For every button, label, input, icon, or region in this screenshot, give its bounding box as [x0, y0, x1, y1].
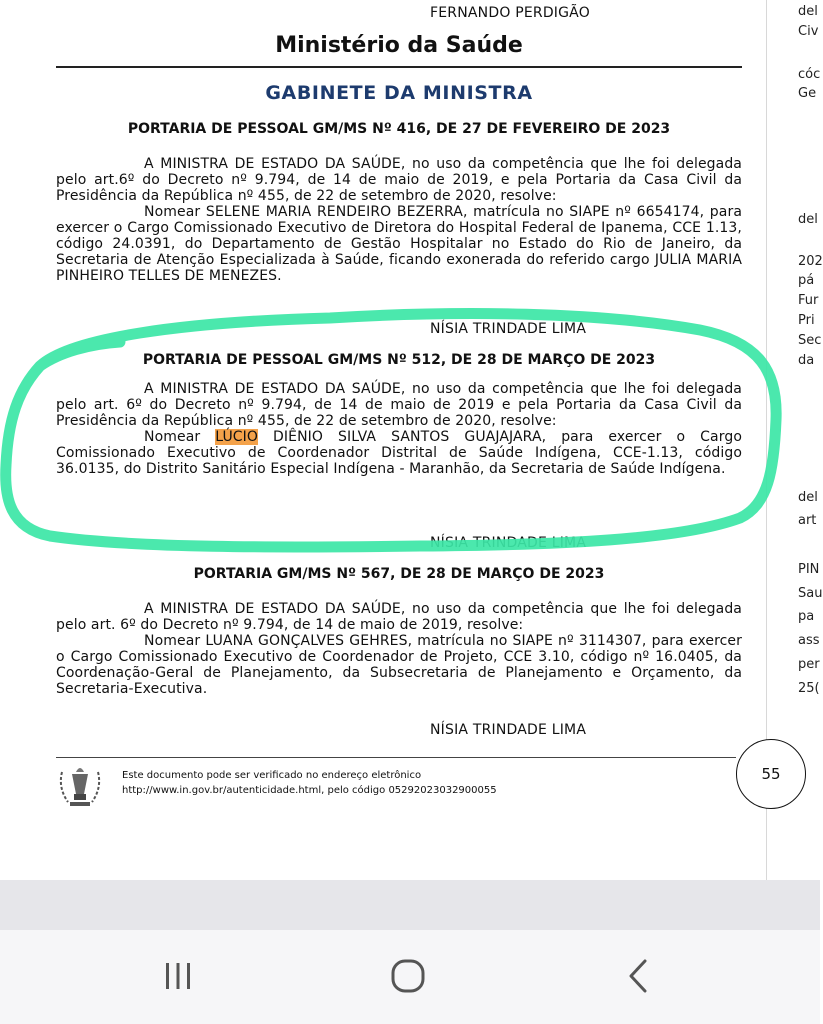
footer-verification [122, 768, 497, 798]
next-column-fragment: Fur [798, 293, 819, 308]
next-column-fragment: pa [798, 609, 815, 624]
next-column-fragment: del [798, 490, 818, 505]
home-button[interactable] [378, 948, 438, 1004]
next-column-fragment: del [798, 4, 818, 19]
next-column-fragment: da [798, 353, 815, 368]
back-icon [623, 958, 653, 994]
portaria-512-body [56, 429, 742, 477]
page-number-text: 55 [761, 765, 781, 783]
next-column-fragment: art [798, 513, 817, 528]
next-column-fragment: cóc [798, 67, 821, 82]
portaria-416-title: PORTARIA DE PESSOAL GM/MS Nº 416, DE 27 DE FEVEREIRO DE 2023 [127, 121, 671, 137]
next-column-fragment: Sec [798, 333, 822, 348]
portaria-512-text [56, 381, 742, 477]
viewer-bottom-area [0, 880, 820, 930]
portaria-512-preamble: A MINISTRA DE ESTADO DA SAÚDE, no uso da competência que lhe foi delegada pelo art. 6º do Decreto nº 9.794, de 14 de maio de 2019 e pela Portaria da Casa Civil da Presidência da República nº 455, de 22 de setembro de 2020, resolve: [56, 381, 742, 429]
portaria-416-signature: NÍSIA TRINDADE LIMA [430, 321, 587, 337]
portaria-512-title: PORTARIA DE PESSOAL GM/MS Nº 512, DE 28 DE MARÇO DE 2023 [142, 352, 656, 368]
portaria-416-preamble: A MINISTRA DE ESTADO DA SAÚDE, no uso da competência que lhe foi delegada pelo art.6º do Decreto nº 9.794, de 14 de maio de 2019, e pela Portaria da Casa Civil da Presidência da República nº 455, de 22 de setembro de 2020, resolve: [56, 156, 742, 204]
portaria-416-text [56, 156, 742, 284]
portaria-567-body: Nomear LUANA GONÇALVES GEHRES, matrícula no SIAPE nº 3114307, para exercer o Cargo Comissionado Executivo de Coordenador de Projeto, CCE 3.10, código nº 16.0405, da Coordenação-Geral de Planejamento, da Subsecretaria de Planejamento e Orçamento, da Secretaria-Executiva. [56, 633, 742, 697]
next-column-fragment: Civ [798, 24, 819, 39]
next-column-fragment: 25( [798, 681, 820, 696]
ministry-title: Ministério da Saúde [275, 33, 523, 58]
portaria-567-signature: NÍSIA TRINDADE LIMA [430, 722, 587, 738]
next-column-fragment: PIN [798, 562, 820, 577]
next-column-fragment: Pri [798, 313, 815, 328]
header-signature: FERNANDO PERDIGÃO [430, 5, 590, 21]
portaria-416-body: Nomear SELENE MARIA RENDEIRO BEZERRA, matrícula no SIAPE nº 6654174, para exercer o Cargo Comissionado Executivo de Diretora do Hospital Federal de Ipanema, CCE 1.13, código 24.0391, do Departamento de Gestão Hospitalar no Estado do Rio de Janeiro, da Secretaria de Atenção Especializada à Saúde, ficando exonerada do referido cargo JULIA MARIA PINHEIRO TELLES DE MENEZES. [56, 204, 742, 284]
body-prefix: Nomear [144, 429, 216, 445]
next-column-fragment: ass [798, 633, 820, 648]
next-column-fragment: pá [798, 273, 815, 288]
footer-url[interactable]: http://www.in.gov.br/autenticidade.html, pelo código 05292023032900055 [122, 785, 497, 796]
recent-apps-icon [161, 960, 195, 992]
next-column-fragment: Ge [798, 86, 817, 101]
recent-apps-button[interactable] [148, 948, 208, 1004]
next-column-fragment: per [798, 657, 820, 672]
body-rest: DIÊNIO SILVA SANTOS GUAJAJARA, para exercer o Cargo Comissionado Executivo de Coordenador Distrital de Saúde Indígena, CCE-1.13, código 36.0135, do Distrito Sanitário Especial Indígena - Maranhão, da Secretaria de Saúde Indígena. [56, 429, 742, 477]
back-button[interactable] [608, 948, 668, 1004]
portaria-567-title: PORTARIA GM/MS Nº 567, DE 28 DE MARÇO DE 2023 [193, 566, 605, 582]
page-number [736, 739, 806, 809]
highlighted-name: LÚCIO [215, 429, 259, 445]
portaria-567-text [56, 601, 742, 697]
portaria-567-preamble: A MINISTRA DE ESTADO DA SAÚDE, no uso da competência que lhe foi delegada pelo art. 6º do Decreto nº 9.794, de 14 de maio de 2019, resolve: [56, 601, 742, 633]
next-column-fragment: 202 [798, 254, 823, 269]
android-navigation-bar [0, 930, 820, 1024]
imprensa-nacional-logo-icon [54, 764, 106, 810]
gabinete-heading: GABINETE DA MINISTRA [265, 82, 533, 104]
home-icon [390, 958, 426, 994]
footer-line-1: Este documento pode ser verificado no endereço eletrônico [122, 770, 422, 781]
portaria-512-signature: NÍSIA TRINDADE LIMA [430, 535, 587, 551]
title-rule [56, 66, 742, 68]
next-column-fragment: Sau [798, 586, 823, 601]
footer-rule [56, 757, 736, 758]
next-column-fragment: del [798, 212, 818, 227]
